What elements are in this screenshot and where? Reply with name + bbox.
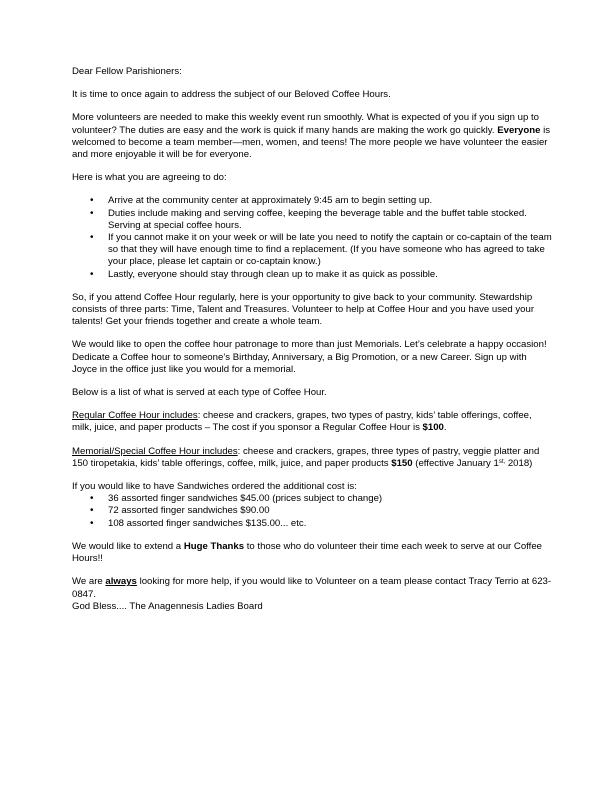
- everyone-bold: Everyone: [497, 124, 541, 136]
- volunteers-text-2: is welcomed to become a team member—men, women, and teens! The more people we have volunteer the easier and more enjoyable it will be for everyone.: [72, 124, 550, 161]
- letter: [72, 66, 552, 613]
- sandwich-item: • 108 assorted finger sandwiches $135.00... etc.: [108, 518, 552, 530]
- duty-item: • Lastly, everyone should stay through clean up to make it as quick as possible.: [108, 269, 552, 281]
- sandwich-item: • 36 assorted finger sandwiches $45.00 (prices subject to change): [108, 493, 552, 505]
- sandwich-intro: If you would like to have Sandwiches ordered the additional cost is:: [72, 481, 357, 493]
- huge-thanks-bold: Huge Thanks: [183, 540, 245, 552]
- list-intro: Below is a list of what is served at each type of Coffee Hour.: [72, 387, 327, 399]
- contact-text-2: looking for more help, if you would like to Volunteer on a team please contact Tracy Terrio at 623-0847.: [72, 576, 552, 600]
- memorial-year: 2018): [505, 457, 533, 469]
- memorial-sup: st,: [498, 458, 506, 465]
- regular-coffee-hour: [72, 410, 552, 434]
- regular-end: .: [443, 422, 447, 434]
- sandwich-list: [72, 493, 552, 530]
- duties-list: [72, 195, 552, 280]
- duty-item: • Arrive at the community center at approximately 9:45 am to begin setting up.: [108, 195, 552, 207]
- memorial-price: $150: [391, 457, 413, 469]
- salutation: Dear Fellow Parishioners:: [72, 66, 182, 77]
- memorial-coffee-hour: [72, 446, 552, 470]
- thanks-text-2: to those who do volunteer their time each week to serve at our Coffee Hours!!: [72, 540, 543, 565]
- signoff: God Bless.... The Anagennesis Ladies Board: [72, 600, 263, 612]
- always-bold-underline: always: [105, 576, 137, 588]
- memorial-text: : cheese and crackers, grapes, three types of pastry, veggie platter and 150 tiropetakia, kids’ table offerings, coffee, milk, juice, and paper products: [72, 445, 540, 469]
- regular-text: : cheese and crackers, grapes, two types of pastry, kids’ table offerings, coffee, milk, juice, and paper products – The cost if you sponsor a Regular Coffee Hour is: [72, 410, 532, 434]
- volunteers-paragraph: [72, 112, 552, 161]
- volunteers-text-1: More volunteers are needed to make this weekly event run smoothly. What is expected of you if you sign up to volunteer? The duties are easy and the work is quick if many hands are making the work go quickly.: [72, 112, 539, 136]
- memorial-effective: (effective January 1: [412, 457, 499, 469]
- thanks-text-1: We would like to extend a: [72, 540, 184, 552]
- thanks-paragraph: [72, 541, 552, 565]
- regular-label: Regular Coffee Hour includes: [72, 410, 198, 422]
- memorial-label: Memorial/Special Coffee Hour includes: [72, 445, 238, 457]
- agree-intro: Here is what you are agreeing to do:: [72, 172, 227, 184]
- regular-price: $100: [422, 422, 444, 434]
- contact-text-1: We are: [72, 576, 106, 588]
- patronage-paragraph: We would like to open the coffee hour patronage to more than just Memorials. Let’s celebrate a happy occasion! Dedicate a Coffee hour to someone’s Birthday, Anniversary, a Big Promotion, or a new Career. Sign up with Joyce in the office just like you would for a memorial.: [72, 339, 547, 375]
- contact-paragraph: [72, 576, 552, 600]
- stewardship-paragraph: So, if you attend Coffee Hour regularly, here is your opportunity to give back to your community. Stewardship consists of three parts: Time, Talent and Treasures. Volunteer to help at Coffee Hour and you have used your talents! Get your friends together and create a whole team.: [72, 291, 535, 328]
- intro-paragraph: It is time to once again to address the subject of our Beloved Coffee Hours.: [72, 89, 391, 101]
- sandwich-item: • 72 assorted finger sandwiches $90.00: [108, 505, 552, 517]
- duty-item: • If you cannot make it on your week or will be late you need to notify the captain or co-captain of the team so that they will have enough time to find a replacement. (If you have someone who has agreed to take your place, please let captain or co-captain know.): [108, 232, 552, 269]
- duty-item: • Duties include making and serving coffee, keeping the beverage table and the buffet table stocked. Serving at special coffee hours.: [108, 208, 552, 232]
